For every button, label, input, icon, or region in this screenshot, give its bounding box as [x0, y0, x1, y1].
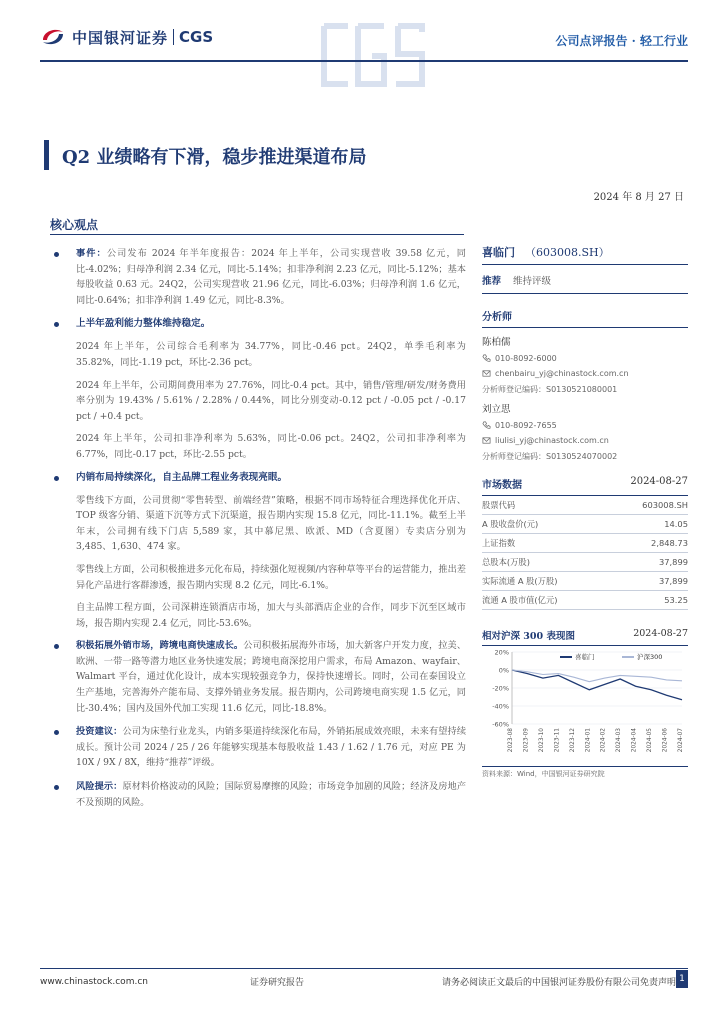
phone-number: 010-8092-7655 — [495, 421, 557, 430]
table-row — [482, 496, 688, 515]
bullet-icon — [54, 476, 59, 481]
x-tick-label: 2024-04 — [631, 728, 638, 753]
market-data-table — [482, 496, 688, 610]
bullet-icon — [54, 252, 59, 257]
analyst-name: 刘立思 — [482, 404, 511, 415]
rating-value: 维持评级 — [513, 276, 552, 287]
chart-date: 2024-08-27 — [633, 628, 688, 639]
analyst-email[interactable] — [482, 436, 688, 445]
report-date: 2024 年 8 月 27 日 — [593, 192, 684, 203]
table-row — [482, 534, 688, 553]
analyst-block — [482, 401, 688, 462]
email-icon — [482, 369, 491, 378]
sidebar-divider — [482, 327, 688, 328]
core-item-body: 原材料价格波动的风险；国际贸易摩擦的风险；市场竞争加剧的风险；经济及房地产不及预期的风险。 — [76, 781, 467, 808]
sidebar — [482, 244, 688, 779]
analyst-email[interactable] — [482, 369, 688, 378]
core-sub-paragraph: 2024 年上半年，公司期间费用率为 27.76%，同比-0.4 pct。其中，销售/管理/研发/财务费用率分别为 19.43% / 5.61% / 2.28% / 0.44%，同比分别变动-0.12 pct / -0.05 pct / -0.17 pct / +0.4 pct。 — [76, 379, 466, 422]
page-number: 1 — [676, 970, 688, 988]
footer-report-type: 证券研究报告 — [250, 978, 305, 988]
x-tick-label: 2023-09 — [523, 728, 530, 753]
core-item-event — [50, 246, 466, 308]
market-key: 上证指数 — [482, 534, 610, 553]
cgs-watermark-icon — [318, 20, 458, 90]
logo-separator — [173, 29, 174, 45]
chart-heading — [482, 628, 688, 645]
core-item-text — [76, 638, 466, 716]
bullet-icon — [54, 644, 59, 649]
core-sub-paragraph: 零售线上方面，公司积极推进多元化布局，持续强化短视频/内容种草等平台的运营能力，推出差异化产品进行客群渗透，报告期内实现 8.2 亿元，同比-6.1%。 — [76, 563, 466, 591]
core-item-domestic — [50, 470, 466, 485]
market-value: 53.25 — [610, 591, 688, 610]
bullet-icon — [54, 785, 59, 790]
x-tick-label: 2023-11 — [554, 728, 561, 753]
analyst-cert: 分析师登记编码：S0130521080001 — [482, 385, 618, 394]
core-item-heading: 内销布局持续深化，自主品牌工程业务表现亮眼。 — [76, 471, 288, 483]
rating-row — [482, 265, 688, 293]
legend-label: 喜临门 — [575, 653, 595, 661]
x-tick-label: 2024-02 — [600, 728, 607, 753]
y-tick-label: -40% — [492, 702, 509, 711]
series-line-0 — [512, 670, 682, 700]
market-data-date: 2024-08-27 — [630, 476, 688, 487]
table-row — [482, 591, 688, 610]
market-data-heading — [482, 476, 688, 495]
x-tick-label: 2023-08 — [508, 728, 514, 753]
core-item-text — [76, 724, 466, 771]
x-tick-label: 2023-12 — [569, 728, 576, 753]
footer-divider — [40, 968, 688, 969]
core-item-overseas — [50, 638, 466, 716]
bullet-icon — [54, 322, 59, 327]
core-item-body: 公司发布 2024 年半年度报告：2024 年上半年，公司实现营收 39.58 亿元，同比-4.02%；归母净利润 2.34 亿元，同比-5.14%；扣非净利润 2.23 亿元，同比-5.12%；基本每股收益 0.63 元。24Q2，公司实现营收 21.96 亿元，同比-6.03%；归母净利润 1.6 亿元，同比-0.64%；扣非净利润 1.49 亿元，同比-8.3%。 — [76, 248, 466, 306]
stock-code: （603008.SH） — [525, 246, 610, 259]
chart-svg — [482, 646, 688, 764]
phone-number: 010-8092-6000 — [495, 354, 557, 363]
report-title: Q2 业绩略有下滑，稳步推进渠道布局 — [62, 147, 367, 168]
analyst-phone — [482, 421, 688, 430]
report-category: 公司点评报告 · 轻工行业 — [555, 34, 688, 48]
core-item-risk — [50, 779, 466, 810]
core-item-body: 公司为床垫行业龙头，内销多渠道持续深化布局，外销拓展成效亮眼，未来有望持续成长。预计公司 2024 / 25 / 26 年能够实现基本每股收益 1.43 / 1.62 / 1.76 元，对应 PE 为 10X / 9X / 8X，维持“推荐”评级。 — [76, 726, 467, 769]
logo-text-cn: 中国银河证券 — [72, 28, 169, 47]
market-key: A 股收盘价(元) — [482, 515, 610, 534]
analyst-phone — [482, 354, 688, 363]
stock-name: 喜临门 — [482, 246, 515, 259]
x-tick-label: 2023-10 — [538, 728, 545, 753]
table-row — [482, 553, 688, 572]
core-item-investment — [50, 724, 466, 771]
core-views-divider — [50, 234, 464, 235]
x-tick-label: 2024-05 — [647, 728, 654, 753]
market-value: 37,899 — [610, 553, 688, 572]
relative-performance-chart — [482, 646, 688, 764]
analyst-name: 陈柏儒 — [482, 337, 511, 348]
analysts-heading: 分析师 — [482, 312, 512, 323]
core-item-label: 积极拓展外销市场，跨境电商快速成长。 — [76, 640, 244, 652]
sidebar-divider — [482, 293, 688, 294]
core-item-text — [76, 779, 466, 810]
market-data-title: 市场数据 — [482, 480, 522, 491]
market-key: 总股本(万股) — [482, 553, 610, 572]
core-sub-paragraph: 零售线下方面，公司贯彻“零售转型、前端经营”策略，根据不同市场特征合理选择优化开店、TOP 级客分销、渠道下沉等方式下沉渠道，报告期内实现 15.8 亿元，同比-11.1%。截至上半年末，公司拥有线下门店 5,589 家，其中慕尼黑、欧派、MD（含夏图）专卖店分别为 3,485、1,630、474 家。 — [76, 494, 466, 553]
bullet-icon — [54, 730, 59, 735]
email-icon — [482, 436, 491, 445]
footer-disclaimer: 请务必阅读正文最后的中国银河证券股份有限公司免责声明 — [441, 978, 676, 988]
market-key: 股票代码 — [482, 496, 610, 515]
market-key: 流通 A 股市值(亿元) — [482, 591, 610, 610]
market-value: 603008.SH — [610, 496, 688, 515]
phone-icon — [482, 354, 491, 363]
core-item-label: 事件： — [76, 248, 107, 259]
brand-logo — [40, 26, 213, 48]
core-sub-paragraph: 2024 年上半年，公司扣非净利率为 5.63%，同比-0.06 pct。24Q2，公司扣非净利率为 6.77%，同比-0.17 pct，环比-2.55 pct。 — [76, 433, 466, 460]
logo-text-en: CGS — [179, 28, 214, 46]
x-tick-label: 2024-01 — [585, 728, 592, 753]
core-item-body: 公司积极拓展海外市场，加大新客户开发力度，拉美、欧洲、一带一路等潜力地区业务快速发展；跨境电商深挖用户需求，布局 Amazon、wayfair、Walmart 平台，通过优化设计，成本实现较强竞争力，保持快速增长。同时，公司在泰国设立生产基地，完善海外产能布局、支撑外销业务发展。报告期内，公司跨境电商实现 1.5 亿元，同比-30.4%；国内及国外代加工实现 11.6 亿元，同比-18.8%。 — [76, 640, 467, 714]
y-tick-label: -60% — [492, 720, 509, 729]
core-item-label: 风险提示： — [76, 781, 123, 793]
y-tick-label: 0% — [498, 666, 509, 675]
table-row — [482, 572, 688, 591]
core-item-text — [76, 246, 466, 308]
phone-icon — [482, 421, 491, 430]
header-divider — [40, 60, 688, 62]
x-tick-label: 2024-06 — [662, 728, 669, 753]
market-value: 14.05 — [610, 515, 688, 534]
legend-label: 沪深300 — [637, 653, 663, 661]
core-sub-paragraph: 自主品牌工程方面，公司深耕连锁酒店市场，加大与头部酒店企业的合作，同步下沉至区域市场，报告期内实现 2.4 亿元，同比-53.6%。 — [76, 602, 466, 629]
email-address: liulisi_yj@chinastock.com.cn — [495, 436, 609, 445]
core-item-profitability — [50, 316, 466, 331]
y-tick-label: -20% — [492, 684, 509, 693]
y-tick-label: 20% — [494, 648, 509, 657]
core-views-content — [50, 246, 466, 818]
analyst-block — [482, 334, 688, 395]
chart-source: 资料来源：Wind，中国银河证券研究院 — [482, 766, 688, 779]
rating-label: 推荐 — [482, 276, 502, 287]
core-views-heading: 核心观点 — [50, 218, 99, 232]
email-address: chenbairu_yj@chinastock.com.cn — [495, 369, 629, 378]
title-accent-bar — [44, 140, 49, 170]
market-value: 2,848.73 — [610, 534, 688, 553]
market-value: 37,899 — [610, 572, 688, 591]
core-item-heading: 上半年盈利能力整体维持稳定。 — [76, 318, 211, 330]
x-tick-label: 2024-03 — [616, 728, 623, 753]
x-tick-label: 2024-07 — [678, 728, 684, 753]
stock-title — [482, 244, 688, 264]
table-row — [482, 515, 688, 534]
market-key: 实际流通 A 股(万股) — [482, 572, 610, 591]
page-footer — [40, 975, 688, 988]
galaxy-logo-icon — [40, 26, 66, 48]
footer-website-link[interactable]: www.chinastock.com.cn — [40, 976, 148, 987]
core-item-label: 投资建议： — [76, 726, 123, 738]
core-sub-paragraph: 2024 年上半年，公司综合毛利率为 34.77%，同比-0.46 pct。24Q2，单季毛利率为 35.82%，同比-1.19 pct，环比-2.36 pct。 — [76, 341, 466, 368]
analyst-cert: 分析师登记编码：S0130524070002 — [482, 452, 618, 461]
chart-title: 相对沪深 300 表现图 — [482, 631, 575, 642]
